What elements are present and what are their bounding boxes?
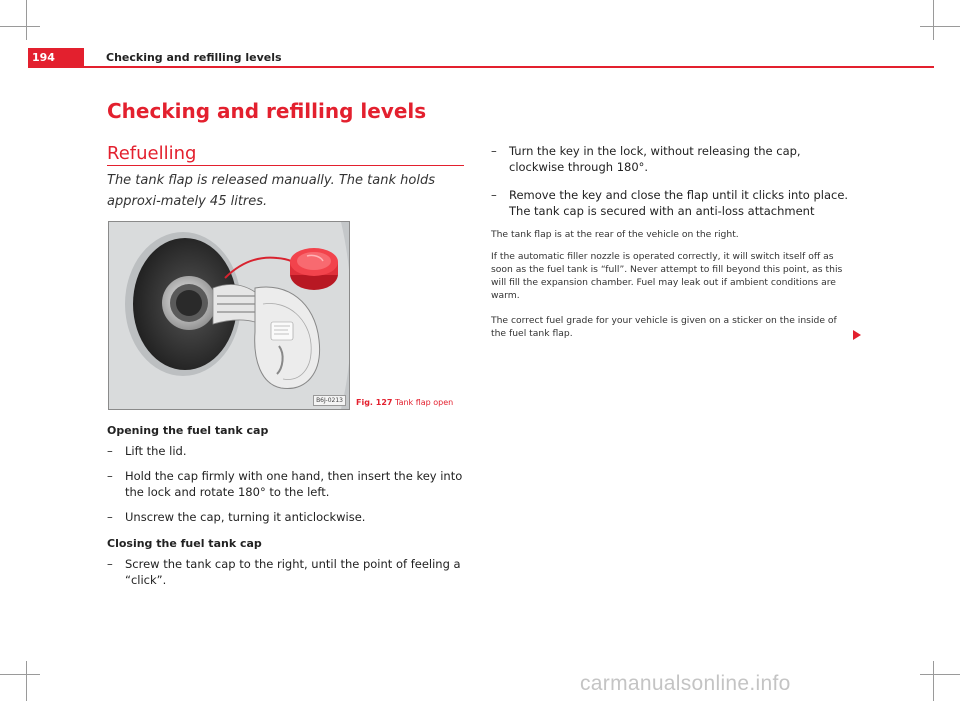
closing-steps-continued — [491, 143, 851, 228]
list-item: – Screw the tank cap to the right, until the point of feeling a “click”. — [107, 557, 461, 587]
crop-mark — [933, 0, 934, 40]
list-item: – Lift the lid. — [107, 444, 187, 458]
chapter-title: Checking and refilling levels — [107, 99, 427, 123]
crop-mark — [933, 661, 934, 701]
note-paragraph: The tank flap is at the rear of the vehicle on the right. — [491, 229, 739, 240]
list-item: – Remove the key and close the flap until it clicks into place. The tank cap is secured with an anti-loss attachment — [491, 188, 849, 218]
crop-mark — [920, 674, 960, 675]
section-title: Refuelling — [107, 143, 197, 164]
section-rule — [107, 165, 464, 166]
page-number: 194 — [28, 48, 84, 68]
list-item: – Turn the key in the lock, without releasing the cap, clockwise through 180°. — [491, 144, 801, 174]
closing-steps — [107, 556, 464, 597]
crop-mark — [26, 0, 27, 40]
closing-heading: Closing the fuel tank cap — [107, 537, 262, 550]
crop-mark — [920, 26, 960, 27]
watermark: carmanualsonline.info — [580, 672, 791, 695]
tank-flap-illustration — [109, 222, 349, 409]
header-rule — [84, 66, 934, 68]
crop-mark — [0, 26, 40, 27]
figure-tank-flap — [108, 221, 350, 410]
running-header: Checking and refilling levels — [106, 51, 282, 64]
caption-label: Fig. 127 — [356, 398, 393, 407]
list-item: – Hold the cap firmly with one hand, then insert the key into the lock and rotate 180° to the left. — [107, 469, 463, 499]
crop-mark — [0, 674, 40, 675]
list-item: – Unscrew the cap, turning it anticlockwise. — [107, 510, 366, 524]
opening-steps — [107, 443, 464, 534]
note-paragraph: The correct fuel grade for your vehicle is given on a sticker on the inside of the fuel tank flap. — [491, 315, 837, 339]
figure-code: B6J-0213 — [313, 395, 346, 406]
figure-caption — [356, 398, 453, 407]
opening-heading: Opening the fuel tank cap — [107, 424, 269, 437]
note-paragraph: If the automatic filler nozzle is operated correctly, it will switch itself off as soon as the fuel tank is “full”. Never attempt to fill beyond this point, as this will fill the expansion chamber. Fuel may leak out if ambient conditions are warm. — [491, 251, 843, 301]
crop-mark — [26, 661, 27, 701]
caption-text: Tank flap open — [395, 398, 454, 407]
continue-arrow-icon — [853, 330, 861, 340]
section-intro: The tank flap is released manually. The tank holds approxi-mately 45 litres. — [107, 173, 435, 209]
